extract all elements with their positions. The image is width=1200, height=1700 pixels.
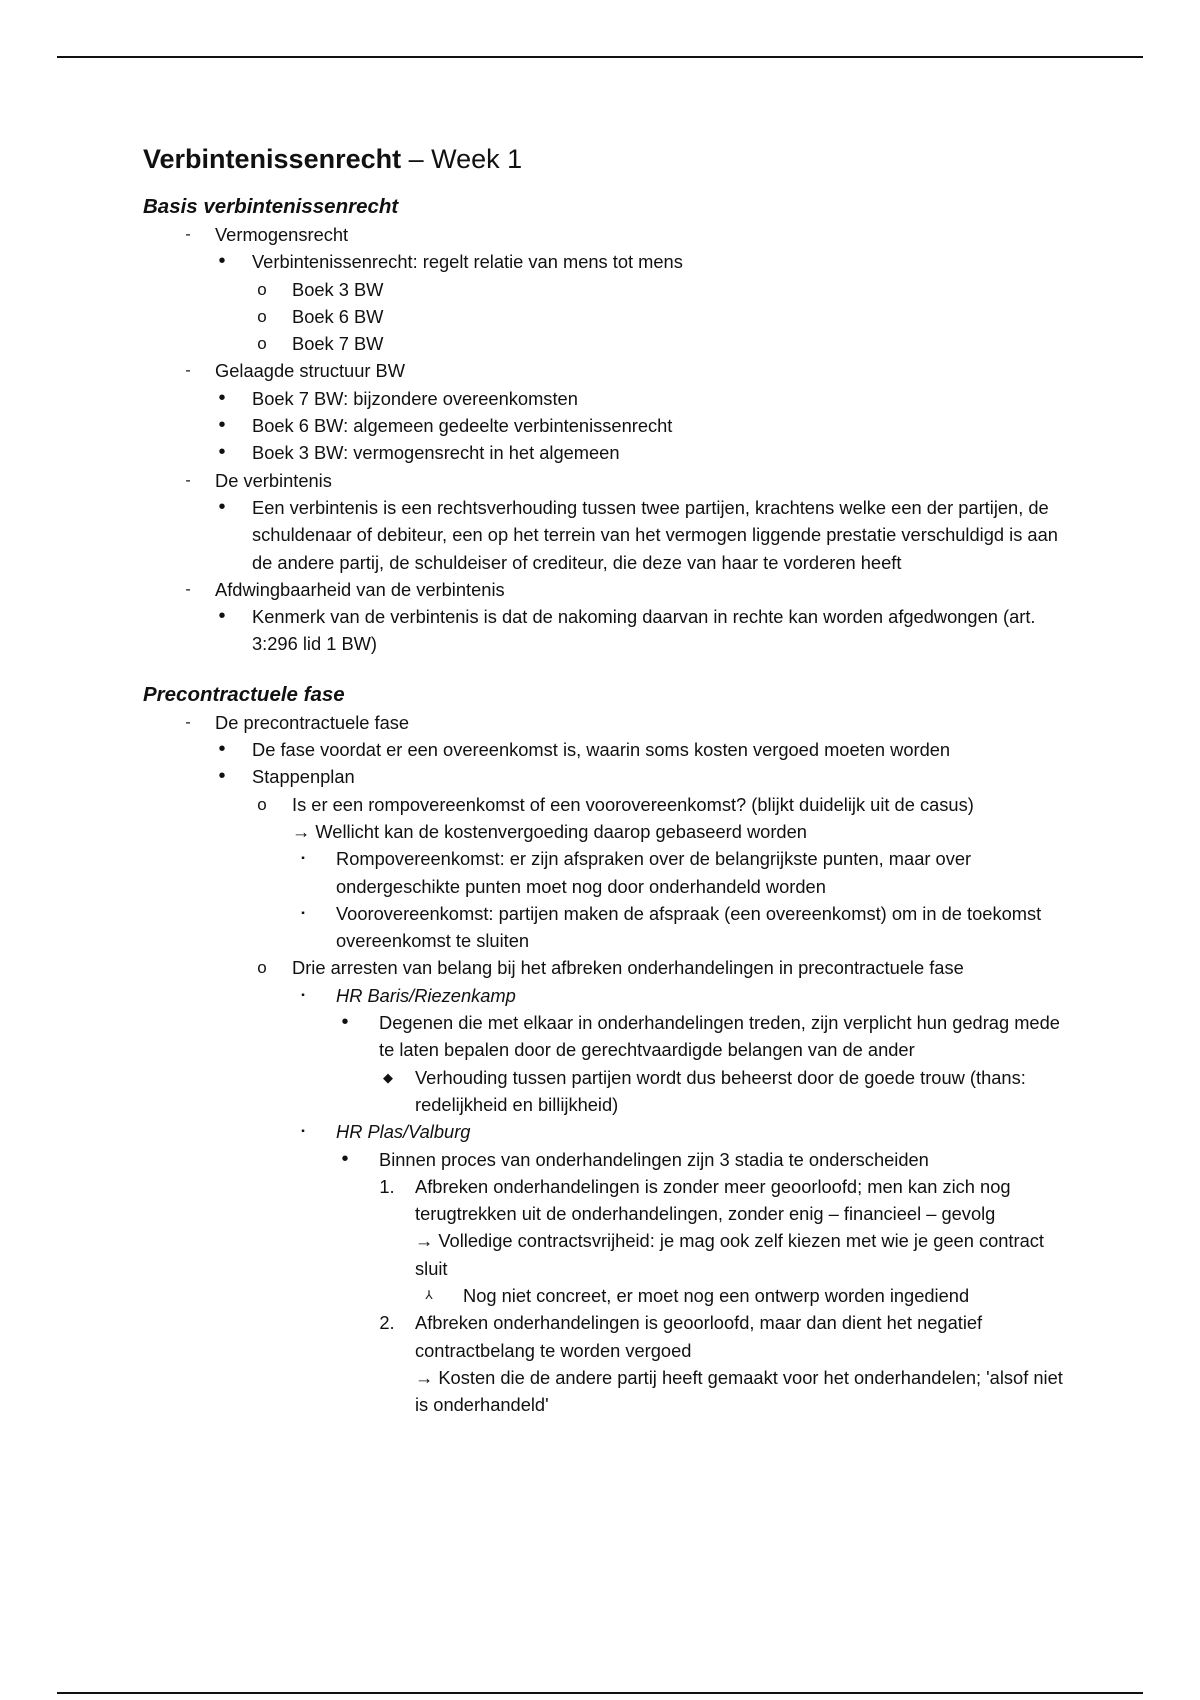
list-item: [143, 412, 1063, 439]
list-item: [143, 1146, 1063, 1173]
list-item: [143, 494, 1063, 576]
list-bullet-icon: •: [218, 495, 226, 518]
list-item: [143, 1309, 1063, 1364]
list-bullet-icon: ◆: [383, 1069, 393, 1085]
list-bullet-icon: •: [218, 414, 226, 437]
list-item: [143, 1009, 1063, 1064]
list-item: [143, 709, 1063, 736]
list-item-text: De precontractuele fase: [215, 711, 410, 733]
list-item-text: Stappenplan: [252, 766, 355, 788]
list-item-text: Afbreken onderhandelingen is zonder meer geoorloofd; men kan zich nog terugtrekken uit de onderhandelingen, zonder enig – financieel – gevolg: [415, 1175, 1011, 1225]
list-item-text: Degenen die met elkaar in onderhandelingen treden, zijn verplicht hun gedrag mede te laten bepalen door de gerechtvaardigde belangen van de ander: [379, 1012, 1060, 1061]
list-item: [143, 357, 1063, 384]
list-bullet-icon: -: [185, 580, 191, 598]
list-item-text: Een verbintenis is een rechtsverhouding tussen twee partijen, krachtens welke een der partijen, de schuldenaar of debiteur, een op het terrein van het vermogen liggende prestatie verschuldigd is aan de andere partij, de schuldeiser of crediteur, die deze van haar te vorderen heeft: [252, 496, 1058, 573]
list-item-text: Verhouding tussen partijen wordt dus beheerst door de goede trouw (thans: redelijkheid en billijkheid): [415, 1066, 1026, 1115]
list-bullet-icon: o: [257, 334, 267, 354]
list-item-text: → Volledige contractsvrijheid: je mag ook zelf kiezen met wie je geen contract sluit: [415, 1230, 1044, 1279]
list-bullet-icon: •: [218, 250, 226, 273]
list-item: [143, 1173, 1063, 1228]
list-item-text: → Kosten die de andere partij heeft gemaakt voor het onderhandelen; 'alsof niet is onderhandeld': [415, 1366, 1063, 1416]
footer-rule: [57, 1692, 1143, 1694]
list-bullet-icon: ▪: [301, 989, 305, 1001]
list-bullet-icon: o: [257, 958, 267, 978]
list-item: [143, 221, 1063, 248]
page-title: [143, 140, 1063, 178]
list-item-text: De fase voordat er een overeenkomst is, waarin soms kosten vergoed moeten worden: [252, 739, 951, 761]
list-item: [143, 1064, 1063, 1119]
list-item-text: Is er een rompovereenkomst of een voorovereenkomst? (blijkt duidelijk uit de casus): [292, 793, 974, 815]
list-item-text: Rompovereenkomst: er zijn afspraken over de belangrijkste punten, maar over ondergeschikte punten moet nog door onderhandeld worden: [336, 848, 972, 897]
list-item: [143, 1364, 1063, 1419]
list-item: [143, 1227, 1063, 1282]
list-item: [143, 385, 1063, 412]
page-title-rest: – Week 1: [401, 144, 523, 174]
list-item: [143, 954, 1063, 981]
list-item-text: Voorovereenkomst: partijen maken de afspraak (een overeenkomst) om in de toekomst overeenkomst te sluiten: [336, 902, 1042, 952]
list-bullet-icon: ▪: [301, 907, 305, 919]
list-bullet-icon: •: [341, 1011, 349, 1034]
list-item-text: Boek 7 BW: bijzondere overeenkomsten: [252, 387, 578, 409]
list-bullet-icon: -: [185, 362, 191, 380]
list-item: [143, 467, 1063, 494]
list-bullet-icon: o: [257, 279, 267, 299]
list-item-text: De verbintenis: [215, 469, 332, 491]
list-item-text: Boek 6 BW: algemeen gedeelte verbintenissenrecht: [252, 415, 673, 437]
list-item-text: Boek 6 BW: [292, 305, 384, 327]
list-item: [143, 303, 1063, 330]
header-rule: [57, 56, 1143, 58]
list-item: [143, 603, 1063, 658]
list-item: [143, 763, 1063, 790]
list-number: 1.: [379, 1175, 395, 1197]
list-item-text: → Wellicht kan de kostenvergoeding daarop gebaseerd worden: [292, 820, 807, 842]
list-item-text: Afbreken onderhandelingen is geoorloofd, maar dan dient het negatief contractbelang te worden vergoed: [415, 1312, 983, 1361]
list-number: 2.: [379, 1312, 395, 1334]
list-item-text: Binnen proces van onderhandelingen zijn 3 stadia te onderscheiden: [379, 1148, 929, 1170]
page-title-bold: Verbintenissenrecht: [143, 144, 402, 174]
list-bullet-icon: o: [257, 794, 267, 814]
list-item: [143, 736, 1063, 763]
list-bullet-icon: •: [218, 605, 226, 628]
list-item-text: Drie arresten van belang bij het afbreken onderhandelingen in precontractuele fase: [292, 957, 964, 979]
list-item: [143, 330, 1063, 357]
list-item-text: Afdwingbaarheid van de verbintenis: [215, 578, 505, 600]
list-bullet-icon: •: [341, 1147, 349, 1170]
list-item-text: Boek 3 BW: [292, 278, 384, 300]
list-item: [143, 982, 1063, 1009]
list-item: [143, 818, 1063, 845]
list-bullet-icon: ⅄: [425, 1287, 433, 1302]
list-item-text: Kenmerk van de verbintenis is dat de nakoming daarvan in rechte kan worden afgedwongen (art. 3:296 lid 1 BW): [252, 606, 1036, 655]
list-item: [143, 791, 1063, 818]
list-item: [143, 1282, 1063, 1309]
list-bullet-icon: ▪: [301, 853, 305, 865]
list-bullet-icon: o: [257, 306, 267, 326]
list-item: [143, 276, 1063, 303]
list-item: [143, 248, 1063, 275]
section-heading: Basis verbintenissenrecht: [143, 195, 399, 218]
list-bullet-icon: -: [185, 471, 191, 489]
list-item-text: HR Baris/Riezenkamp: [336, 984, 516, 1006]
list-item: [143, 845, 1063, 900]
list-bullet-icon: ▪: [301, 1126, 305, 1138]
list-bullet-icon: -: [185, 226, 191, 243]
list-item-text: Nog niet concreet, er moet nog een ontwerp worden ingediend: [463, 1284, 970, 1306]
list-item-text: Boek 7 BW: [292, 333, 384, 355]
list-item: [143, 439, 1063, 466]
list-item: [143, 900, 1063, 955]
list-bullet-icon: •: [218, 765, 226, 788]
list-bullet-icon: •: [218, 441, 226, 464]
list-item: [143, 1118, 1063, 1145]
list-bullet-icon: •: [218, 386, 226, 409]
document-body: [143, 140, 1063, 1418]
sections: [143, 192, 1063, 1418]
list-item-text: Verbintenissenrecht: regelt relatie van mens tot mens: [252, 251, 683, 273]
list-item-text: Boek 3 BW: vermogensrecht in het algemeen: [252, 442, 620, 464]
list-bullet-icon: •: [218, 738, 226, 761]
list-item-text: Vermogensrecht: [215, 224, 349, 245]
section-heading: Precontractuele fase: [143, 682, 345, 706]
list-item: [143, 576, 1063, 603]
list-item-text: Gelaagde structuur BW: [215, 360, 406, 382]
list-item-text: HR Plas/Valburg: [336, 1121, 471, 1143]
list-bullet-icon: -: [185, 713, 191, 731]
